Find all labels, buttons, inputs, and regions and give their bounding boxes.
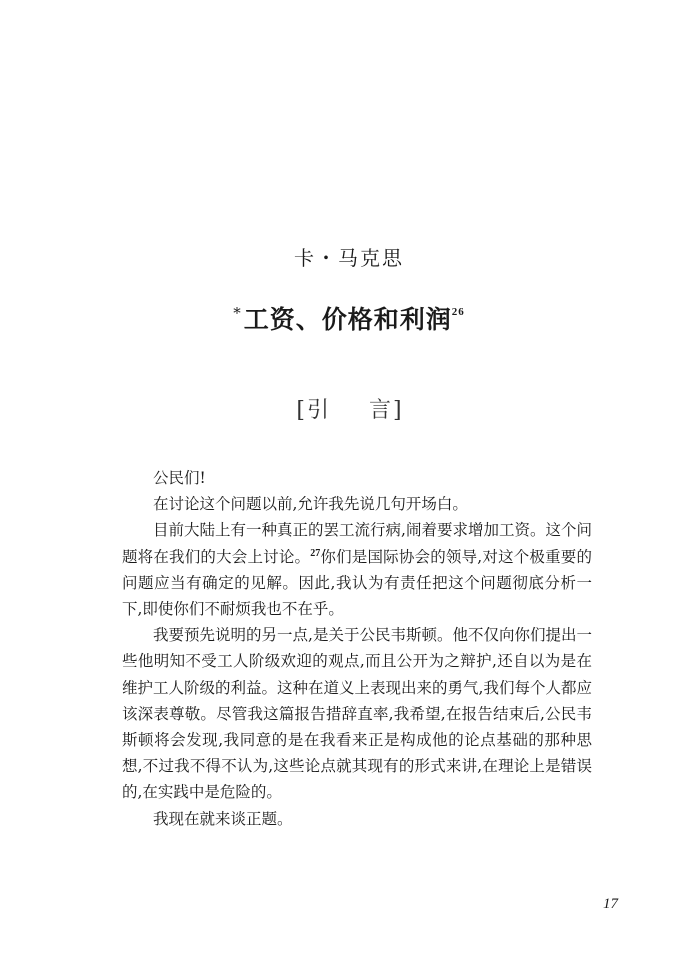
title-footnote-ref[interactable]: 26 <box>451 306 465 318</box>
paragraph-text-part: 你们是国际协会的领导,对这个极重要的问题应当有确定的见解。因此,我认为有责任把这个问题彻底分析一下,即使你们不耐烦我也不在乎。 <box>122 547 592 619</box>
section-heading <box>0 393 698 424</box>
section-word-1: 引 <box>306 398 329 423</box>
chapter-title <box>0 300 698 336</box>
section-word-2: 言 <box>369 398 392 423</box>
body-text <box>122 465 592 832</box>
paragraph-strike-epidemic <box>122 517 592 622</box>
footnote-ref-27[interactable]: 27 <box>310 547 321 559</box>
title-marker: * <box>233 304 242 322</box>
paragraph-text-part: 目前大陆上有一种真正的罢工流行病,闹着要求增加工资。这个问题将在我们的大会上讨论。 <box>122 521 592 566</box>
section-bracket-close: ] <box>393 398 402 423</box>
paragraph-weston: 我要预先说明的另一点,是关于公民韦斯顿。他不仅向你们提出一些他明知不受工人阶级欢迎的观点,而且公开为之辩护,还自以为是在维护工人阶级的利益。这种在道义上表现出来的勇气,我们每个人都应该深表尊敬。尽管我这篇报告措辞直率,我希望,在报告结束后,公民韦斯顿将会发现,我同意的是在我看来正是构成他的论点基础的那种思想,不过我不得不认为,这些论点就其现有的形式来讲,在理论上是错误的,在实践中是危险的。 <box>122 626 592 802</box>
author-name: 卡・马克思 <box>294 246 404 270</box>
page-number: 17 <box>603 896 618 912</box>
section-bracket-open: [ <box>296 398 305 423</box>
paragraph-opening: 在讨论这个问题以前,允许我先说几句开场白。 <box>153 495 468 514</box>
paragraph-salutation: 公民们! <box>153 469 206 487</box>
title-text: 工资、价格和利润 <box>243 305 452 334</box>
paragraph-closing: 我现在就来谈正题。 <box>153 809 293 828</box>
